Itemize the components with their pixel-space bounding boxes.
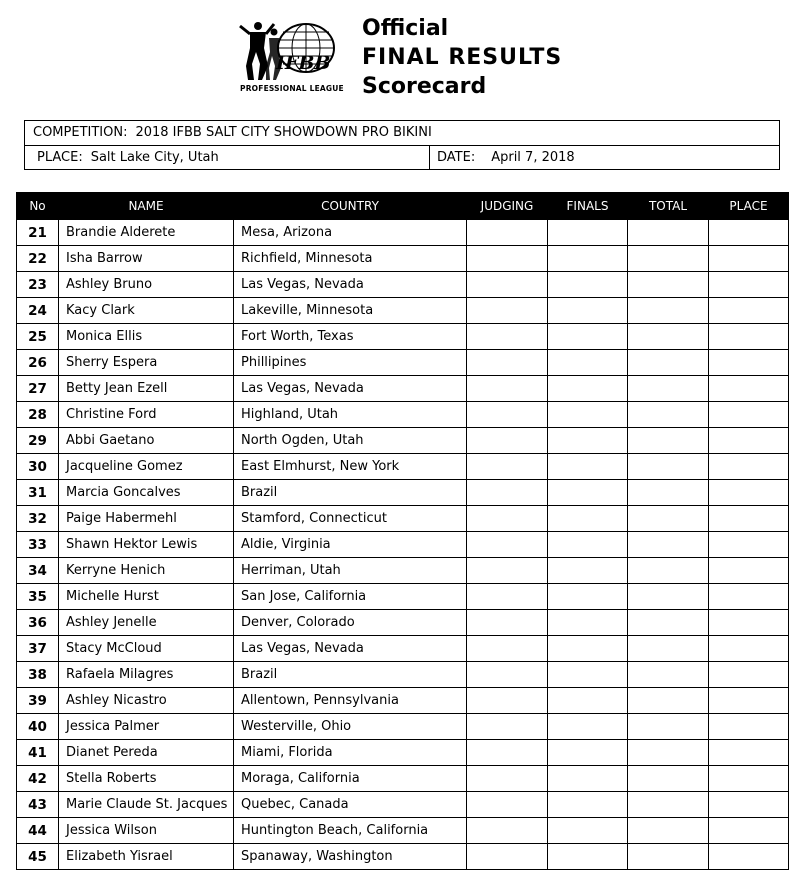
logo-subtitle: PROFESSIONAL LEAGUE	[240, 84, 344, 93]
finals-score-cell	[548, 506, 628, 532]
finals-score-cell	[548, 428, 628, 454]
col-header-finals: FINALS	[548, 193, 628, 220]
athlete-name: Dianet Pereda	[59, 740, 234, 766]
judging-score-cell	[467, 298, 548, 324]
finals-score-cell	[548, 220, 628, 246]
judging-score-cell	[467, 844, 548, 870]
table-row	[17, 454, 789, 480]
athlete-number: 25	[17, 324, 59, 350]
judging-score-cell	[467, 714, 548, 740]
athlete-number: 23	[17, 272, 59, 298]
col-header-judging: JUDGING	[467, 193, 548, 220]
finals-score-cell	[548, 480, 628, 506]
col-header-country: COUNTRY	[234, 193, 467, 220]
athlete-country: Fort Worth, Texas	[234, 324, 467, 350]
athlete-name: Monica Ellis	[59, 324, 234, 350]
date-value: April 7, 2018	[491, 150, 575, 165]
table-row	[17, 402, 789, 428]
judging-score-cell	[467, 246, 548, 272]
table-row	[17, 688, 789, 714]
date-label: DATE:	[437, 150, 476, 165]
total-score-cell	[628, 324, 709, 350]
competition-info-box	[24, 120, 780, 170]
athlete-country: Phillipines	[234, 350, 467, 376]
place-cell	[709, 766, 789, 792]
athlete-name: Michelle Hurst	[59, 584, 234, 610]
judging-score-cell	[467, 584, 548, 610]
place-cell	[709, 688, 789, 714]
athlete-number: 40	[17, 714, 59, 740]
finals-score-cell	[548, 610, 628, 636]
place-cell	[709, 428, 789, 454]
athlete-number: 34	[17, 558, 59, 584]
athlete-country: Westerville, Ohio	[234, 714, 467, 740]
page-header	[0, 0, 800, 112]
finals-score-cell	[548, 532, 628, 558]
athlete-name: Jacqueline Gomez	[59, 454, 234, 480]
total-score-cell	[628, 610, 709, 636]
athlete-country: Huntington Beach, California	[234, 818, 467, 844]
table-row	[17, 584, 789, 610]
place-cell	[709, 376, 789, 402]
athlete-name: Jessica Palmer	[59, 714, 234, 740]
judging-score-cell	[467, 818, 548, 844]
place-cell	[709, 610, 789, 636]
total-score-cell	[628, 818, 709, 844]
athlete-country: Brazil	[234, 480, 467, 506]
athlete-country: Denver, Colorado	[234, 610, 467, 636]
athlete-country: San Jose, California	[234, 584, 467, 610]
finals-score-cell	[548, 844, 628, 870]
date-field	[437, 146, 575, 170]
table-row	[17, 506, 789, 532]
place-cell	[709, 272, 789, 298]
athlete-number: 32	[17, 506, 59, 532]
athlete-number: 44	[17, 818, 59, 844]
judging-score-cell	[467, 350, 548, 376]
athlete-number: 24	[17, 298, 59, 324]
place-cell	[709, 844, 789, 870]
table-row	[17, 350, 789, 376]
athlete-number: 36	[17, 610, 59, 636]
athlete-number: 27	[17, 376, 59, 402]
athlete-country: Las Vegas, Nevada	[234, 636, 467, 662]
table-row	[17, 818, 789, 844]
document-title	[362, 14, 562, 101]
finals-score-cell	[548, 714, 628, 740]
athlete-name: Christine Ford	[59, 402, 234, 428]
athlete-name: Kacy Clark	[59, 298, 234, 324]
total-score-cell	[628, 844, 709, 870]
place-cell	[709, 298, 789, 324]
place-cell	[709, 454, 789, 480]
total-score-cell	[628, 766, 709, 792]
total-score-cell	[628, 246, 709, 272]
athlete-number: 39	[17, 688, 59, 714]
title-line-scorecard: Scorecard	[362, 74, 487, 99]
title-line-final-results: FINAL RESULTS	[362, 45, 563, 70]
judging-score-cell	[467, 324, 548, 350]
athlete-country: Miami, Florida	[234, 740, 467, 766]
athlete-name: Ashley Nicastro	[59, 688, 234, 714]
table-row	[17, 376, 789, 402]
athlete-country: Allentown, Pennsylvania	[234, 688, 467, 714]
total-score-cell	[628, 480, 709, 506]
table-header-row	[17, 193, 789, 220]
judging-score-cell	[467, 688, 548, 714]
athlete-name: Brandie Alderete	[59, 220, 234, 246]
athlete-number: 29	[17, 428, 59, 454]
finals-score-cell	[548, 584, 628, 610]
athlete-name: Ashley Bruno	[59, 272, 234, 298]
place-cell	[709, 350, 789, 376]
place-value: Salt Lake City, Utah	[90, 150, 219, 165]
table-row	[17, 480, 789, 506]
info-divider	[429, 146, 430, 170]
judging-score-cell	[467, 558, 548, 584]
judging-score-cell	[467, 220, 548, 246]
athlete-country: North Ogden, Utah	[234, 428, 467, 454]
place-date-row	[25, 146, 779, 170]
athlete-name: Stella Roberts	[59, 766, 234, 792]
finals-score-cell	[548, 324, 628, 350]
table-row	[17, 740, 789, 766]
total-score-cell	[628, 636, 709, 662]
total-score-cell	[628, 714, 709, 740]
athlete-name: Elizabeth Yisrael	[59, 844, 234, 870]
place-cell	[709, 818, 789, 844]
table-row	[17, 766, 789, 792]
total-score-cell	[628, 272, 709, 298]
athlete-name: Jessica Wilson	[59, 818, 234, 844]
judging-score-cell	[467, 454, 548, 480]
athlete-country: Highland, Utah	[234, 402, 467, 428]
place-cell	[709, 324, 789, 350]
table-row	[17, 558, 789, 584]
judging-score-cell	[467, 610, 548, 636]
place-cell	[709, 480, 789, 506]
athlete-name: Stacy McCloud	[59, 636, 234, 662]
total-score-cell	[628, 688, 709, 714]
athlete-name: Paige Habermehl	[59, 506, 234, 532]
athlete-country: Aldie, Virginia	[234, 532, 467, 558]
athlete-number: 43	[17, 792, 59, 818]
finals-score-cell	[548, 350, 628, 376]
finals-score-cell	[548, 792, 628, 818]
athlete-name: Isha Barrow	[59, 246, 234, 272]
athlete-name: Abbi Gaetano	[59, 428, 234, 454]
total-score-cell	[628, 740, 709, 766]
table-row	[17, 662, 789, 688]
total-score-cell	[628, 220, 709, 246]
athlete-name: Marcia Goncalves	[59, 480, 234, 506]
competition-field	[33, 121, 432, 145]
finals-score-cell	[548, 558, 628, 584]
athlete-name: Kerryne Henich	[59, 558, 234, 584]
athlete-number: 42	[17, 766, 59, 792]
col-header-no: No	[17, 193, 59, 220]
athlete-number: 22	[17, 246, 59, 272]
judging-score-cell	[467, 740, 548, 766]
table-row	[17, 428, 789, 454]
finals-score-cell	[548, 740, 628, 766]
place-cell	[709, 558, 789, 584]
athlete-country: Herriman, Utah	[234, 558, 467, 584]
place-cell	[709, 532, 789, 558]
athlete-country: Spanaway, Washington	[234, 844, 467, 870]
athlete-country: Moraga, California	[234, 766, 467, 792]
finals-score-cell	[548, 272, 628, 298]
athlete-name: Sherry Espera	[59, 350, 234, 376]
athlete-number: 30	[17, 454, 59, 480]
finals-score-cell	[548, 688, 628, 714]
athlete-number: 31	[17, 480, 59, 506]
athlete-name: Marie Claude St. Jacques	[59, 792, 234, 818]
logo-wordmark: IFBB	[276, 52, 331, 74]
table-row	[17, 220, 789, 246]
place-cell	[709, 662, 789, 688]
athlete-country: East Elmhurst, New York	[234, 454, 467, 480]
place-cell	[709, 714, 789, 740]
athlete-name: Ashley Jenelle	[59, 610, 234, 636]
table-row	[17, 532, 789, 558]
athlete-country: Mesa, Arizona	[234, 220, 467, 246]
athlete-country: Lakeville, Minnesota	[234, 298, 467, 324]
judging-score-cell	[467, 532, 548, 558]
judging-score-cell	[467, 428, 548, 454]
athlete-number: 21	[17, 220, 59, 246]
total-score-cell	[628, 298, 709, 324]
table-row	[17, 636, 789, 662]
athlete-number: 28	[17, 402, 59, 428]
table-row	[17, 792, 789, 818]
athlete-number: 33	[17, 532, 59, 558]
athlete-number: 45	[17, 844, 59, 870]
finals-score-cell	[548, 766, 628, 792]
total-score-cell	[628, 506, 709, 532]
finals-score-cell	[548, 636, 628, 662]
place-cell	[709, 506, 789, 532]
athlete-country: Brazil	[234, 662, 467, 688]
col-header-total: TOTAL	[628, 193, 709, 220]
total-score-cell	[628, 558, 709, 584]
finals-score-cell	[548, 298, 628, 324]
judging-score-cell	[467, 766, 548, 792]
place-cell	[709, 792, 789, 818]
place-cell	[709, 220, 789, 246]
place-cell	[709, 740, 789, 766]
place-cell	[709, 636, 789, 662]
finals-score-cell	[548, 454, 628, 480]
athlete-country: Las Vegas, Nevada	[234, 376, 467, 402]
athlete-number: 41	[17, 740, 59, 766]
total-score-cell	[628, 532, 709, 558]
total-score-cell	[628, 662, 709, 688]
judging-score-cell	[467, 636, 548, 662]
judging-score-cell	[467, 402, 548, 428]
place-field	[37, 146, 219, 170]
athlete-country: Quebec, Canada	[234, 792, 467, 818]
judging-score-cell	[467, 506, 548, 532]
table-row	[17, 844, 789, 870]
total-score-cell	[628, 454, 709, 480]
col-header-place: PLACE	[709, 193, 789, 220]
table-row	[17, 298, 789, 324]
table-row	[17, 272, 789, 298]
total-score-cell	[628, 792, 709, 818]
finals-score-cell	[548, 246, 628, 272]
judging-score-cell	[467, 272, 548, 298]
total-score-cell	[628, 376, 709, 402]
competition-label: COMPETITION:	[33, 125, 128, 140]
table-row	[17, 714, 789, 740]
athlete-name: Rafaela Milagres	[59, 662, 234, 688]
athlete-country: Stamford, Connecticut	[234, 506, 467, 532]
judging-score-cell	[467, 792, 548, 818]
athlete-number: 38	[17, 662, 59, 688]
place-label: PLACE:	[37, 150, 83, 165]
athlete-name: Shawn Hektor Lewis	[59, 532, 234, 558]
results-body	[17, 220, 789, 870]
ifbb-logo	[236, 18, 352, 100]
athlete-country: Las Vegas, Nevada	[234, 272, 467, 298]
athlete-country: Richfield, Minnesota	[234, 246, 467, 272]
athlete-number: 37	[17, 636, 59, 662]
finals-score-cell	[548, 376, 628, 402]
finals-score-cell	[548, 662, 628, 688]
table-row	[17, 246, 789, 272]
total-score-cell	[628, 402, 709, 428]
athlete-name: Betty Jean Ezell	[59, 376, 234, 402]
results-table	[16, 192, 789, 870]
table-row	[17, 610, 789, 636]
title-line-official: Official	[362, 16, 449, 41]
total-score-cell	[628, 350, 709, 376]
competition-row	[25, 121, 779, 146]
col-header-name: NAME	[59, 193, 234, 220]
total-score-cell	[628, 584, 709, 610]
table-row	[17, 324, 789, 350]
athlete-number: 35	[17, 584, 59, 610]
competition-value: 2018 IFBB SALT CITY SHOWDOWN PRO BIKINI	[135, 125, 432, 140]
athlete-number: 26	[17, 350, 59, 376]
place-cell	[709, 246, 789, 272]
total-score-cell	[628, 428, 709, 454]
place-cell	[709, 402, 789, 428]
finals-score-cell	[548, 402, 628, 428]
judging-score-cell	[467, 662, 548, 688]
judging-score-cell	[467, 480, 548, 506]
place-cell	[709, 584, 789, 610]
judging-score-cell	[467, 376, 548, 402]
finals-score-cell	[548, 818, 628, 844]
